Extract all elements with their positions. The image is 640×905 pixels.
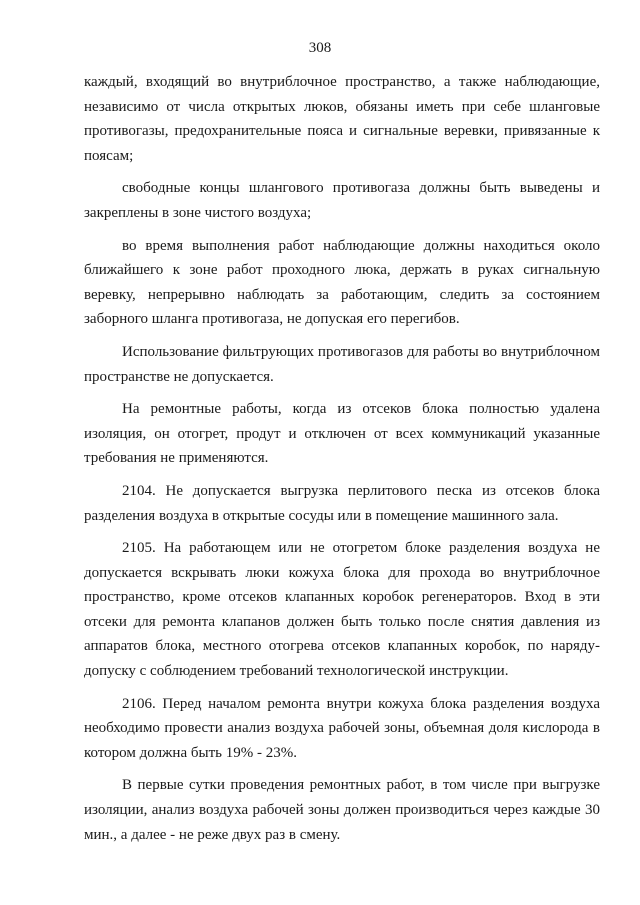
paragraph: Использование фильтрующих противогазов для работы во внутриблочном пространстве не допускается.: [84, 343, 600, 385]
section-2106: 2106. Перед началом ремонта внутри кожуха блока разделения воздуха необходимо провести анализ воздуха рабочей зоны, объемная доля кислорода в котором должна быть 19% - 23%.: [84, 695, 600, 761]
paragraph: свободные концы шлангового противогаза должны быть выведены и закреплены в зоне чистого воздуха;: [84, 180, 600, 221]
page-number: 308: [308, 40, 332, 56]
paragraph: каждый, входящий во внутриблочное пространство, а также наблюдающие, независимо от числа открытых люков, обязаны иметь при себе шланговые противогазы, предохранительные пояса и сигнальные веревки, привязанные к поясам;: [84, 74, 600, 164]
paragraph: На ремонтные работы, когда из отсеков блока полностью удалена изоляция, он отогрет, продут и отключен от всех коммуникаций указанные требования не применяются.: [84, 401, 600, 467]
document-body: [84, 70, 600, 855]
paragraph: В первые сутки проведения ремонтных работ, в том числе при выгрузке изоляции, анализ воздуха рабочей зоны должен производиться через каждые 30 мин., а далее - не реже двух раз в смену.: [84, 777, 600, 843]
paragraph: во время выполнения работ наблюдающие должны находиться около ближайшего к зоне работ проходного люка, держать в руках сигнальную веревку, непрерывно наблюдать за работающим, следить за состоянием заборного шланга противогаза, не допуская его перегибов.: [84, 237, 600, 328]
section-2105: 2105. На работающем или не отогретом блоке разделения воздуха не допускается вскрывать люки кожуха блока для прохода во внутриблочное пространство, кроме отсеков клапанных коробок регенераторов. Вход в эти отсеки для ремонта клапанов должен быть только после снятия давления из аппаратов блока, местного отогрева отсеков клапанных коробок, по наряду-допуску с соблюдением требований технологической инструкции.: [84, 540, 600, 680]
section-2104: 2104. Не допускается выгрузка перлитового песка из отсеков блока разделения воздуха в открытые сосуды или в помещение машинного зала.: [84, 482, 600, 524]
